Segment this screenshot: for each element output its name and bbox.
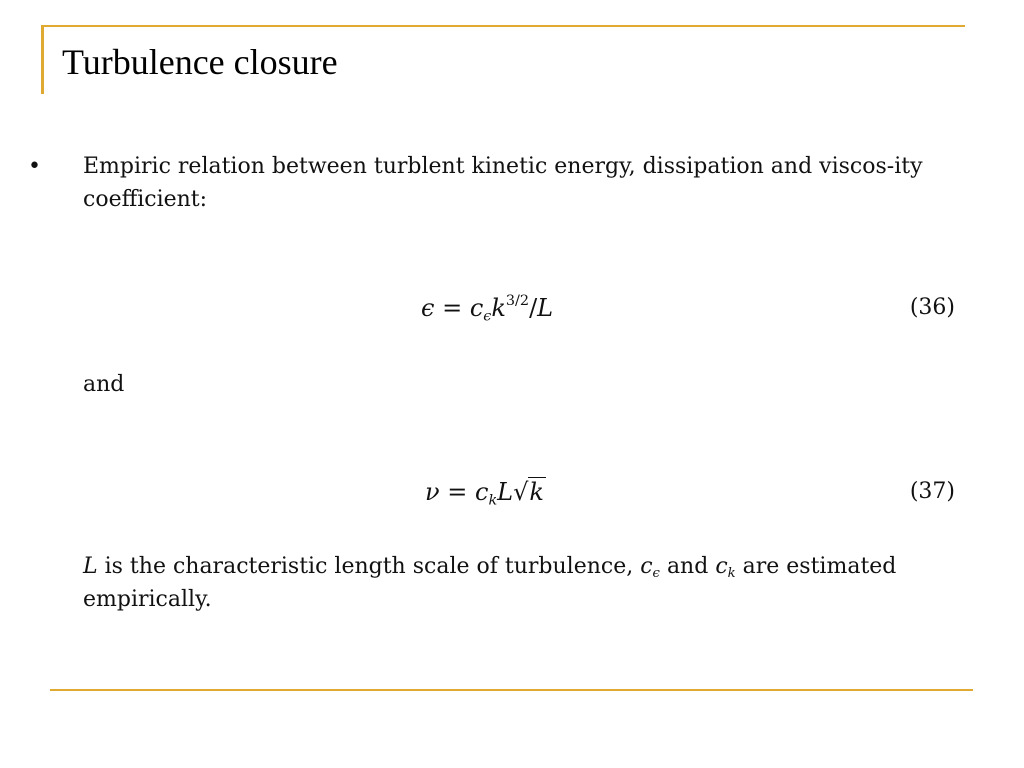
coefficient-subscript: k: [488, 492, 498, 509]
equation-37-expression: [425, 474, 546, 510]
subscript-k: k: [727, 565, 736, 581]
divider: /: [529, 294, 538, 322]
radicand-k: k: [529, 478, 544, 506]
length-L: L: [497, 478, 514, 506]
equals-sign: =: [447, 478, 468, 506]
equation-37: [83, 474, 955, 514]
symbol-L: L: [83, 554, 98, 579]
bullet-marker: •: [28, 154, 41, 179]
intro-paragraph: Empiric relation between turblent kinetic energy, dissipation and viscos-ity coefficient:: [83, 154, 923, 212]
symbol-c-epsilon: c: [640, 554, 653, 579]
radical-sign: √: [513, 478, 529, 506]
subscript-epsilon: ϵ: [652, 565, 660, 581]
nu-symbol: ν: [425, 478, 440, 506]
slide-title: Turbulence closure: [62, 42, 338, 82]
epsilon-symbol: ϵ: [421, 294, 435, 322]
bottom-rule: [50, 689, 973, 691]
equation-36: [83, 290, 955, 330]
equation-36-expression: [421, 290, 553, 326]
square-root: [513, 474, 546, 510]
equation-number: (37): [909, 479, 955, 504]
symbol-c-k: c: [715, 554, 728, 579]
closing-paragraph: [83, 550, 963, 616]
closing-conjunction: and: [666, 554, 709, 579]
exponent: 3/2: [505, 293, 530, 310]
conjunction-text: and: [83, 372, 125, 397]
closing-text-1: is the characteristic length scale of turbulence,: [104, 554, 634, 579]
coefficient-c: c: [469, 294, 484, 322]
coefficient-subscript: ϵ: [483, 308, 492, 325]
title-top-rule: [41, 25, 965, 27]
title-accent-bar: [41, 25, 44, 94]
closing-text-2: are estimated empirically.: [83, 554, 897, 612]
coefficient-c: c: [474, 478, 489, 506]
equals-sign: =: [442, 294, 463, 322]
variable-k: k: [491, 294, 506, 322]
equation-number: (36): [909, 295, 955, 320]
length-L: L: [537, 294, 554, 322]
